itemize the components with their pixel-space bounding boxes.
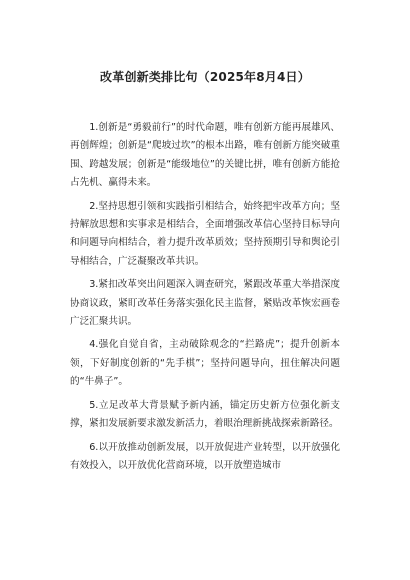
paragraph-4: 4.强化自觉自省，主动破除观念的“拦路虎”；提升创新本领，下好制度创新的“先手棋”；坚持问题导向，扭住解决问题的“牛鼻子”。: [70, 339, 340, 388]
paragraph-3: 3.紧扣改革突出问题深入调查研究，紧跟改革重大举措深度协商议政，紧盯改革任务落实强化民主监督，紧贴改革恢宏画卷广泛汇聚共识。: [70, 279, 340, 328]
document-body: [70, 119, 340, 480]
paragraph-1: 1.创新是“勇毅前行”的时代命题，唯有创新方能再展雄风、再创辉煌；创新是“爬坡过坎”的根本出路，唯有创新方能突破重围、跨越发展；创新是“能级地位”的关键比拼，唯有创新方能抢占先机、赢得未来。: [70, 122, 340, 189]
paragraph-6: 6.以开放推动创新发展，以开放促进产业转型，以开放强化有效投入，以开放优化营商环境，以开放塑造城市: [70, 441, 340, 471]
document-title: 改革创新类排比句（2025年8月4日）: [100, 70, 310, 84]
paragraph-2: 2.坚持思想引领和实践指引相结合，始终把牢改革方向；坚持解放思想和实事求是相结合，全面增强改革信心坚持目标导向和问题导向相结合，着力提升改革质效；坚持预期引导和舆论引导相结合，广泛凝聚改革共识。: [70, 200, 340, 267]
paragraph-5: 5.立足改革大背景赋予新内涵，锚定历史新方位强化新支撑，紧扣发展新要求激发新活力，着眼治理新挑战探索新路径。: [70, 399, 340, 430]
